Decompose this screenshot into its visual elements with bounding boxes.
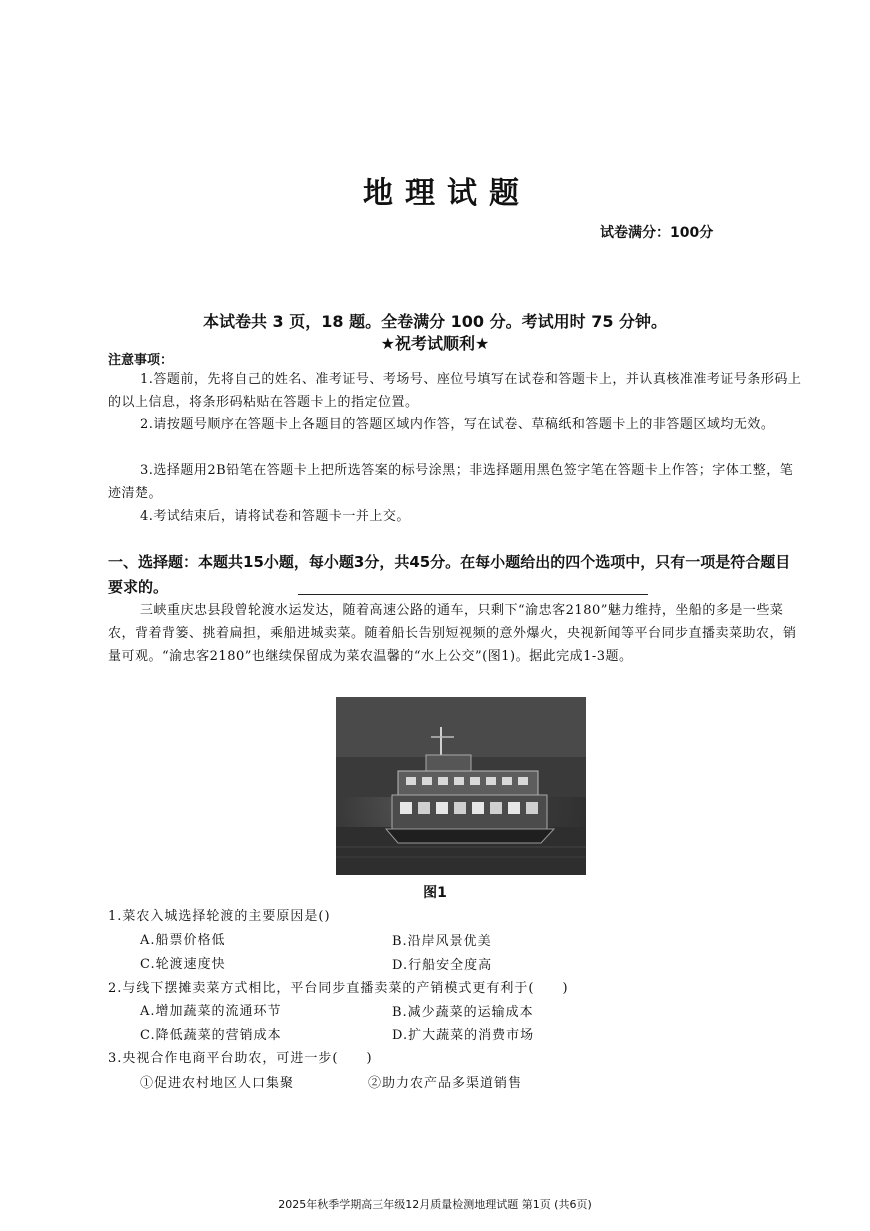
page-title: 地理试题 bbox=[363, 176, 531, 211]
ferry-photo bbox=[336, 697, 586, 875]
score-note: 试卷满分：100分 bbox=[600, 225, 714, 241]
option-d: D.扩大蔬菜的消费市场 bbox=[392, 1028, 535, 1043]
notice-item: 1.答题前，先将自己的姓名、准考证号、考场号、座位号填写在试卷和答题卡上，并认真核准准考证号条形码上的以上信息，将条形码粘贴在答题卡上的指定位置。 bbox=[108, 372, 802, 410]
statement-1: ①促进农村地区人口集聚 bbox=[140, 1076, 295, 1091]
question-stem: 3.央视合作电商平台助农，可进一步( ) bbox=[108, 1051, 373, 1066]
reading-passage: 三峡重庆忠县段曾轮渡水运发达，随着高速公路的通车，只剩下“渝忠客2180”魅力维持，坐船的多是一些菜农，背着背篓、挑着扁担，乘船进城卖菜。随着船长告别短视频的意外爆火，央视新闻等平台同步直播卖菜助农，销量可观。“渝忠客2180”也继续保留成为菜农温馨的“水上公交”(图1)。据此完成1-3题。 bbox=[108, 603, 797, 664]
option-b: B.减少蔬菜的运输成本 bbox=[392, 1005, 534, 1020]
question-stem: 2.与线下摆摊卖菜方式相比，平台同步直播卖菜的产销模式更有利于( ) bbox=[108, 981, 569, 996]
exam-wish: ★祝考试顺利★ bbox=[380, 334, 490, 353]
notice-heading: 注意事项： bbox=[108, 353, 174, 368]
option-c: C.轮渡速度快 bbox=[140, 957, 226, 972]
ferry-illustration bbox=[336, 697, 586, 875]
option-a: A.船票价格低 bbox=[140, 933, 226, 948]
notice-item: 3.选择题用2B铅笔在答题卡上把所选答案的标号涂黑；非选择题用黑色签字笔在答题卡上作答；字体工整，笔迹清楚。 bbox=[108, 463, 794, 501]
option-d: D.行船安全度高 bbox=[392, 958, 493, 973]
underline-rule bbox=[298, 594, 648, 595]
option-c: C.降低蔬菜的营销成本 bbox=[140, 1028, 282, 1043]
question-stem: 1.菜农入城选择轮渡的主要原因是() bbox=[108, 909, 331, 924]
statement-2: ②助力农产品多渠道销售 bbox=[368, 1076, 523, 1091]
page-footer: 2025年秋季学期高三年级12月质量检测地理试题 第1页 (共6页) bbox=[278, 1198, 592, 1211]
option-b: B.沿岸风景优美 bbox=[392, 934, 492, 949]
exam-intro: 本试卷共 3 页，18 题。全卷满分 100 分。考试用时 75 分钟。 bbox=[202, 312, 668, 331]
figure-caption: 图1 bbox=[423, 885, 447, 901]
notice-item: 2.请按题号顺序在答题卡上各题目的答题区域内作答，写在试卷、草稿纸和答题卡上的非答题区域均无效。 bbox=[140, 417, 775, 432]
section-heading: 一、选择题：本题共15小题，每小题3分，共45分。在每小题给出的四个选项中，只有一项是符合题目要求的。 bbox=[108, 553, 791, 596]
notice-item: 4.考试结束后，请将试卷和答题卡一并上交。 bbox=[140, 509, 410, 524]
option-a: A.增加蔬菜的流通环节 bbox=[140, 1004, 282, 1019]
